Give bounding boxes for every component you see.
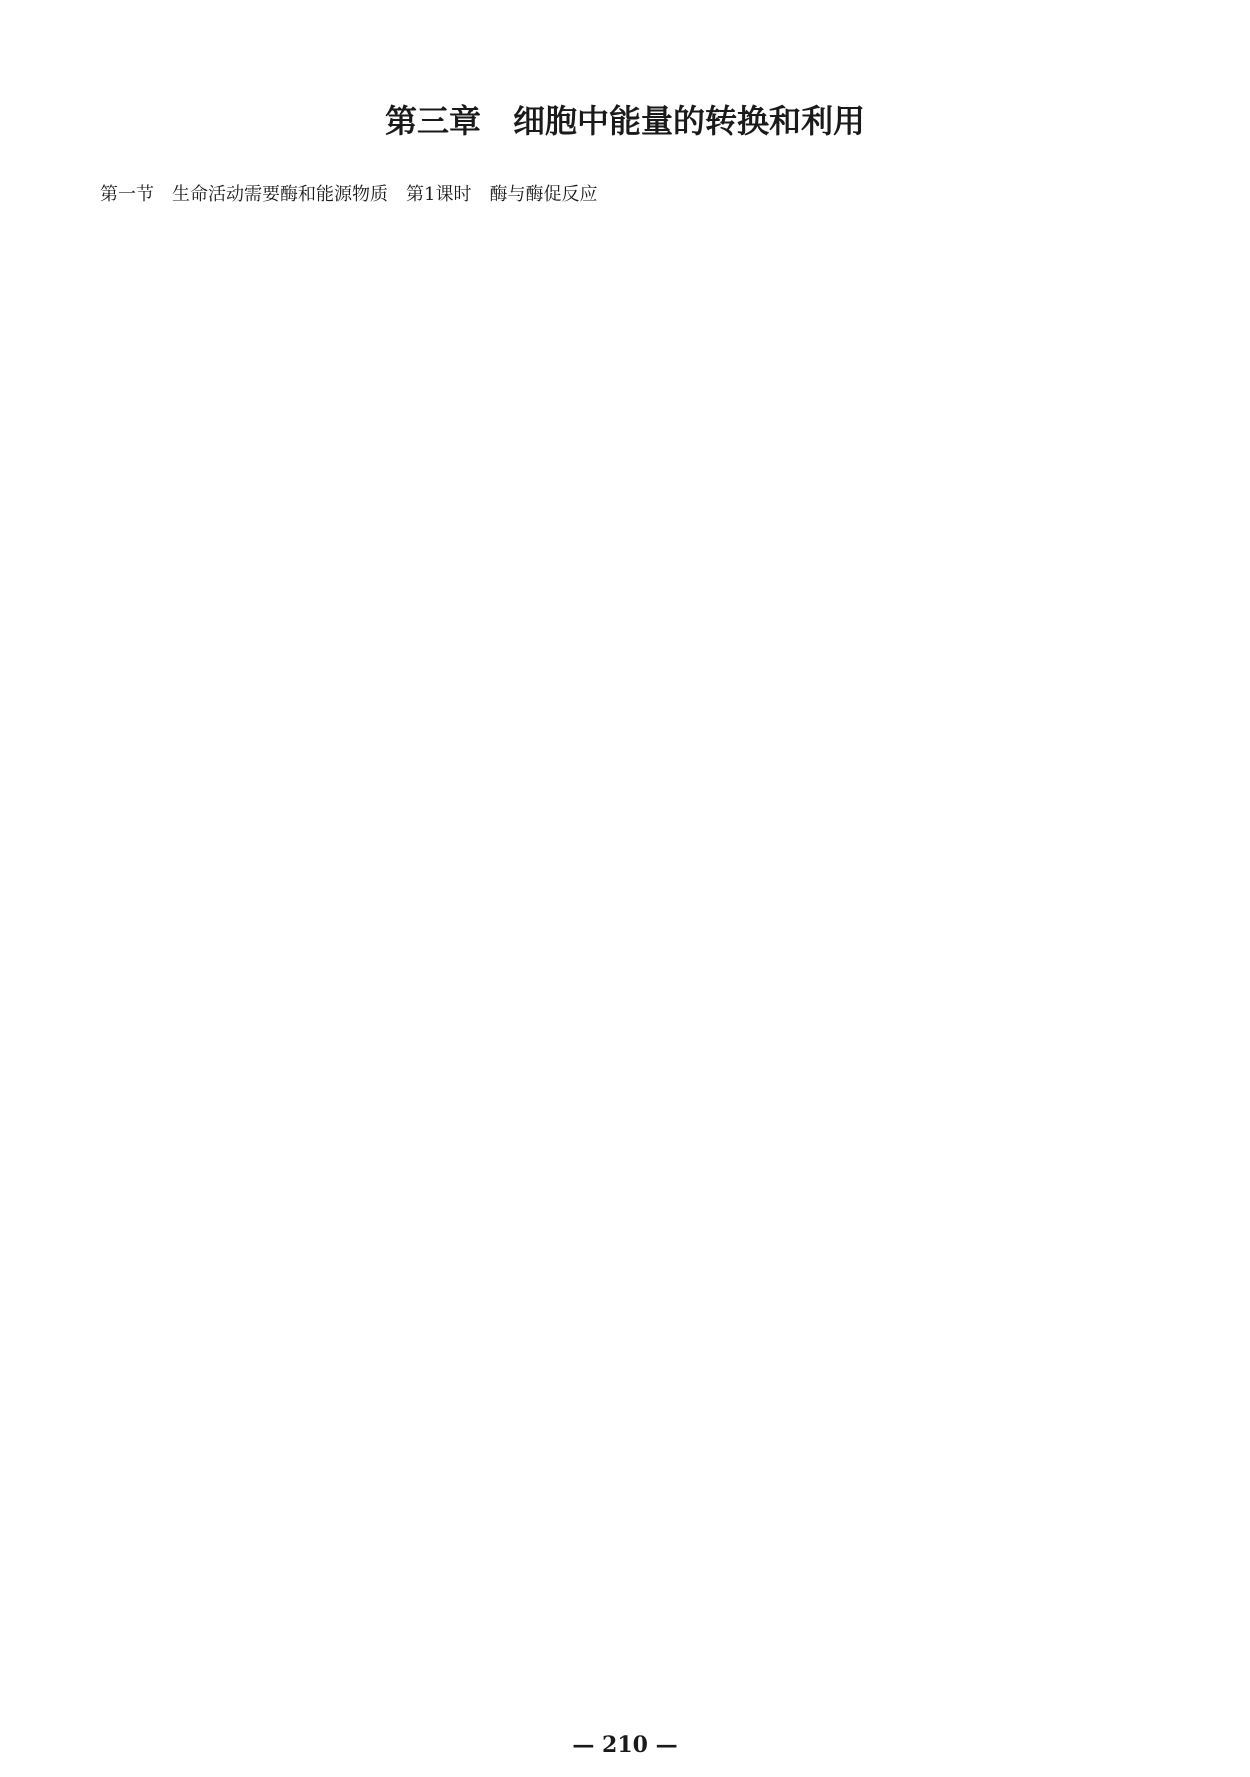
excerpt-text: 第一节 生命活动需要酶和能源物质 第1课时 酶与酶促反应	[100, 184, 598, 205]
chapter-title: 第三章 细胞中能量的转换和利用	[384, 102, 865, 140]
page-number: — 210 —	[572, 1732, 678, 1758]
